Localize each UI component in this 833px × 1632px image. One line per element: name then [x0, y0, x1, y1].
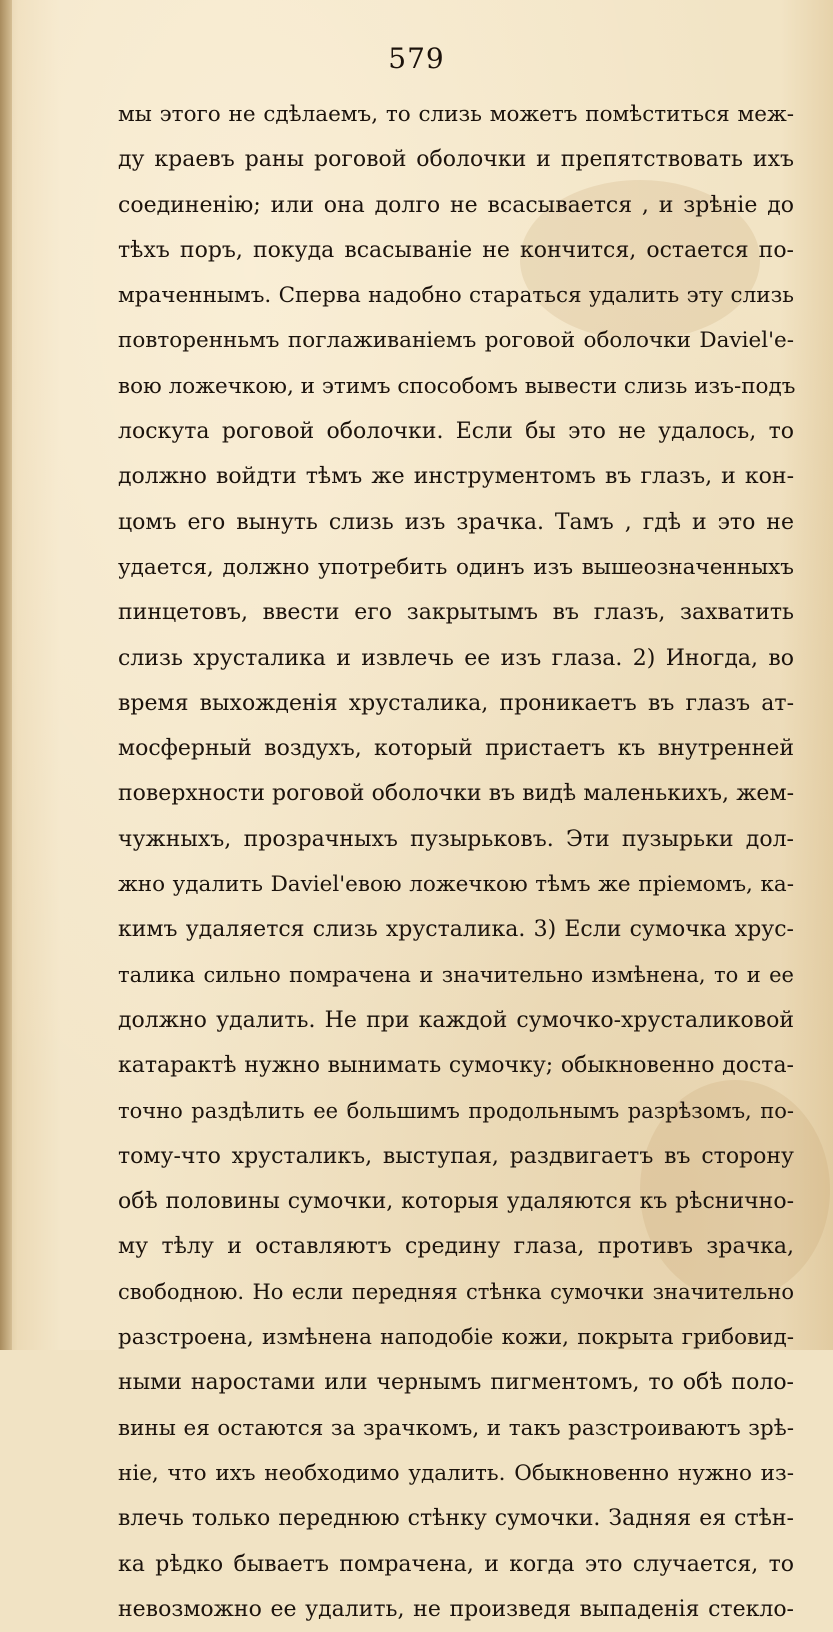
- text-line: ка рѣдко бываетъ помрачена, и когда это случается, то: [118, 1551, 794, 1577]
- text-line: влечь только переднюю стѣнку сумочки. Задняя ея стѣн-: [118, 1506, 794, 1532]
- text-line: разстроена, измѣнена наподобіе кожи, покрыта грибовид-: [118, 1325, 794, 1351]
- text-line: лоскута роговой оболочки. Если бы это не удалось, то: [118, 419, 794, 445]
- text-line: свободною. Но если передняя стѣнка сумочки значительно: [118, 1279, 794, 1304]
- text-line: слизь хрусталика и извлечь ее изъ глаза. 2) Иногда, во: [118, 645, 794, 671]
- text-line: талика сильно помрачена и значительно измѣнена, то и ее: [118, 962, 794, 987]
- body-text: [118, 92, 794, 1632]
- text-line: вины ея остаются за зрачкомъ, и такъ разстроиваютъ зрѣ-: [118, 1415, 794, 1441]
- text-line: му тѣлу и оставляютъ средину глаза, противъ зрачка,: [118, 1234, 794, 1260]
- text-line: катарактѣ нужно вынимать сумочку; обыкновенно доста-: [118, 1053, 794, 1079]
- text-line: тому-что хрусталикъ, выступая, раздвигаетъ въ сторону: [118, 1143, 794, 1169]
- text-line: точно раздѣлить ее большимъ продольнымъ разрѣзомъ, по-: [118, 1098, 794, 1123]
- text-line: ніе, что ихъ необходимо удалить. Обыкновенно нужно из-: [118, 1460, 794, 1486]
- text-line: должно войдти тѣмъ же инструментомъ въ глазъ, и кон-: [118, 464, 794, 490]
- text-line: кимъ удаляется слизь хрусталика. 3) Если сумочка хрус-: [118, 917, 794, 943]
- text-line: мосферный воздухъ, который пристаетъ къ внутренней: [118, 736, 794, 762]
- text-line: цомъ его вынуть слизь изъ зрачка. Тамъ , гдѣ и это не: [118, 509, 794, 535]
- text-line: поверхности роговой оболочки въ видѣ маленькихъ, жем-: [118, 781, 794, 807]
- text-line: ду краевъ раны роговой оболочки и препятствовать ихъ: [118, 147, 794, 173]
- text-line: обѣ половины сумочки, которыя удаляются къ рѣснично-: [118, 1189, 794, 1215]
- text-line: удается, должно употребить одинъ изъ вышеозначенныхъ: [118, 554, 794, 580]
- text-line: ными наростами или чернымъ пигментомъ, то обѣ поло-: [118, 1370, 794, 1396]
- page-number: 579: [388, 42, 445, 75]
- text-line: невозможно ее удалить, не произведя выпаденія стекло-: [118, 1596, 794, 1622]
- page-binding-edge: [0, 0, 12, 1350]
- text-line: время выхожденія хрусталика, проникаетъ въ глазъ ат-: [118, 690, 794, 716]
- text-line: тѣхъ поръ, покуда всасываніе не кончится, остается по-: [118, 237, 794, 263]
- text-line: чужныхъ, прозрачныхъ пузырьковъ. Эти пузырьки дол-: [118, 826, 794, 852]
- text-line: жно удалить Daviel'евою ложечкою тѣмъ же пріемомъ, ка-: [118, 872, 794, 898]
- text-line: должно удалить. Не при каждой сумочко-хрусталиковой: [118, 1007, 794, 1033]
- text-line: повторенньмъ поглаживаніемъ роговой оболочки Daviel'е-: [118, 328, 794, 354]
- text-line: соединенію; или она долго не всасывается , и зрѣніе до: [118, 192, 794, 218]
- text-line: мраченнымъ. Сперва надобно стараться удалить эту слизь: [118, 283, 794, 309]
- text-line: мы этого не сдѣлаемъ, то слизь можетъ помѣститься меж-: [118, 102, 794, 127]
- text-line: пинцетовъ, ввести его закрытымъ въ глазъ, захватить: [118, 600, 794, 626]
- text-line: вою ложечкою, и этимъ способомъ вывести слизь изъ-подъ: [118, 373, 796, 399]
